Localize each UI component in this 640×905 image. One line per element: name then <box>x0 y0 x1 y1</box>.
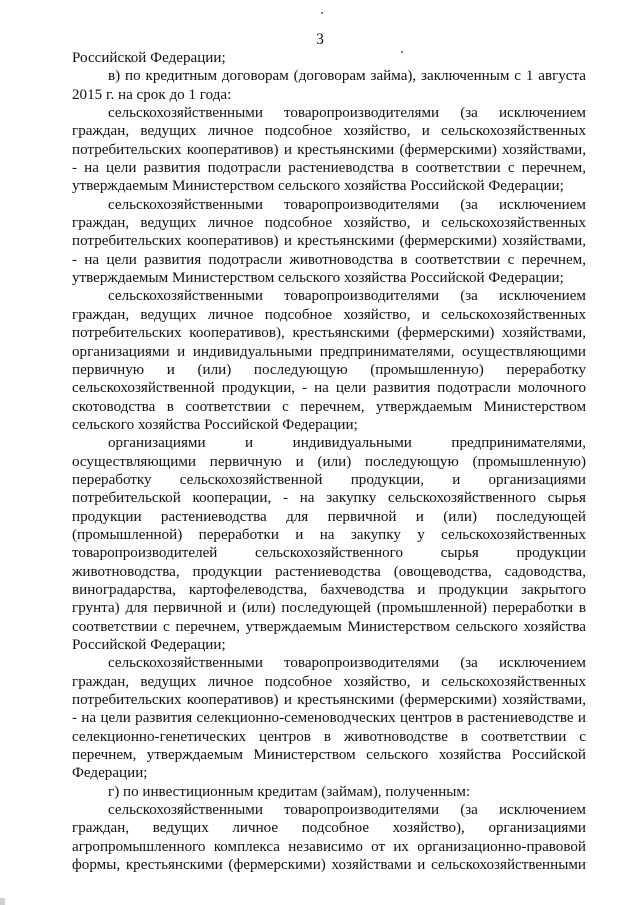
text-line: граждан, ведущих личное подсобное хозяйство, и сельскохозяйственных <box>72 673 586 690</box>
page-number: 3 <box>316 31 324 48</box>
text-line: - на цели развития подотрасли растениеводства в соответствии с перечнем, <box>72 160 586 177</box>
text-line: осуществляющими первичную и (или) последующую (промышленную) <box>72 453 586 470</box>
text-line: Российской Федерации; <box>72 637 226 653</box>
text-line: организациями и индивидуальными предпринимателями, <box>108 435 586 452</box>
text-line: организациями и индивидуальными предпринимателями, осуществляющими <box>72 343 586 360</box>
text-line: в) по кредитным договорам (договорам займа), заключенным с 1 августа <box>108 68 586 85</box>
text-line: первичную и (или) последующую (промышленную) переработку <box>72 361 586 378</box>
text-line: скотоводства в соответствии с перечнем, утверждаемым Министерством <box>72 398 586 415</box>
scan-speck <box>321 12 323 14</box>
text-line: сельскохозяйственными товаропроизводителями (за исключением <box>108 802 586 819</box>
text-line: виноградарства, картофелеводства, бахчеводства и продукции закрытого <box>72 581 586 598</box>
text-line: граждан, ведущих личное подсобное хозяйство, и сельскохозяйственных <box>72 215 586 232</box>
text-line: - на цели развития селекционно-семеноводческих центров в растениеводстве и <box>72 710 586 727</box>
text-line: грунта) для первичной и (или) последующей (промышленной) переработки в <box>72 600 586 617</box>
text-line: потребительских кооперативов) и крестьянскими (фермерскими) хозяйствами, <box>72 233 586 250</box>
text-line: потребительских кооперативов) и крестьянскими (фермерскими) хозяйствами, <box>72 141 586 158</box>
text-line: агропромышленного комплекса независимо от их организационно-правовой <box>72 838 586 855</box>
scan-edge-mark <box>0 898 5 905</box>
text-line: сельскохозяйственными товаропроизводителями (за исключением <box>108 105 586 122</box>
text-line: товаропроизводителей сельскохозяйственного сырья продукции <box>72 545 586 562</box>
text-line: продукции растениеводства для первичной и (или) последующей <box>72 508 586 525</box>
text-line: сельскохозяйственными товаропроизводителями (за исключением <box>108 288 586 305</box>
text-line: потребительских кооперативов), крестьянскими (фермерскими) хозяйствами, <box>72 325 586 342</box>
text-line: утверждаемым Министерством сельского хозяйства Российской Федерации; <box>72 270 564 287</box>
text-line: Российской Федерации; <box>72 50 226 66</box>
text-line: - на цели развития подотрасли животноводства в соответствии с перечнем, <box>72 251 586 268</box>
text-line: потребительских кооперативов) и крестьянскими (фермерскими) хозяйствами, <box>72 692 586 709</box>
text-line: граждан, ведущих личное подсобное хозяйство, и сельскохозяйственных <box>72 306 586 323</box>
text-line: сельскохозяйственными товаропроизводителями (за исключением <box>108 196 586 213</box>
text-line: сельскохозяйственной продукции, - на цели развития подотрасли молочного <box>72 380 586 397</box>
text-line: соответствии с перечнем, утверждаемым Министерством сельского хозяйства <box>72 618 586 635</box>
text-line: Федерации; <box>72 765 148 782</box>
text-line: животноводства, продукции растениеводства (овощеводства, садоводства, <box>72 563 586 580</box>
text-line: утверждаемым Министерством сельского хозяйства Российской Федерации; <box>72 178 564 195</box>
text-line: 2015 г. на срок до 1 года: <box>72 86 232 103</box>
text-line: селекционно-генетических центров в животноводстве в соответствии с <box>72 728 586 745</box>
text-line: переработку сельскохозяйственной продукции, и организациями <box>72 471 586 488</box>
document-body <box>72 49 586 874</box>
text-line: формы, крестьянскими (фермерскими) хозяйствами и сельскохозяйственными <box>72 857 586 874</box>
text-line: сельского хозяйства Российской Федерации; <box>72 416 358 433</box>
text-line: г) по инвестиционным кредитам (займам), полученным: <box>108 783 471 800</box>
text-line: перечнем, утверждаемым Министерством сельского хозяйства Российской <box>72 747 586 764</box>
text-line: граждан, ведущих личное подсобное хозяйство), организациями <box>72 820 586 837</box>
text-line: (промышленной) переработки и на закупку у сельскохозяйственных <box>72 526 586 543</box>
text-line: граждан, ведущих личное подсобное хозяйство, и сельскохозяйственных <box>72 123 586 140</box>
text-line: сельскохозяйственными товаропроизводителями (за исключением <box>108 655 586 672</box>
text-line: потребительской кооперации, - на закупку сельскохозяйственного сырья <box>72 490 586 507</box>
